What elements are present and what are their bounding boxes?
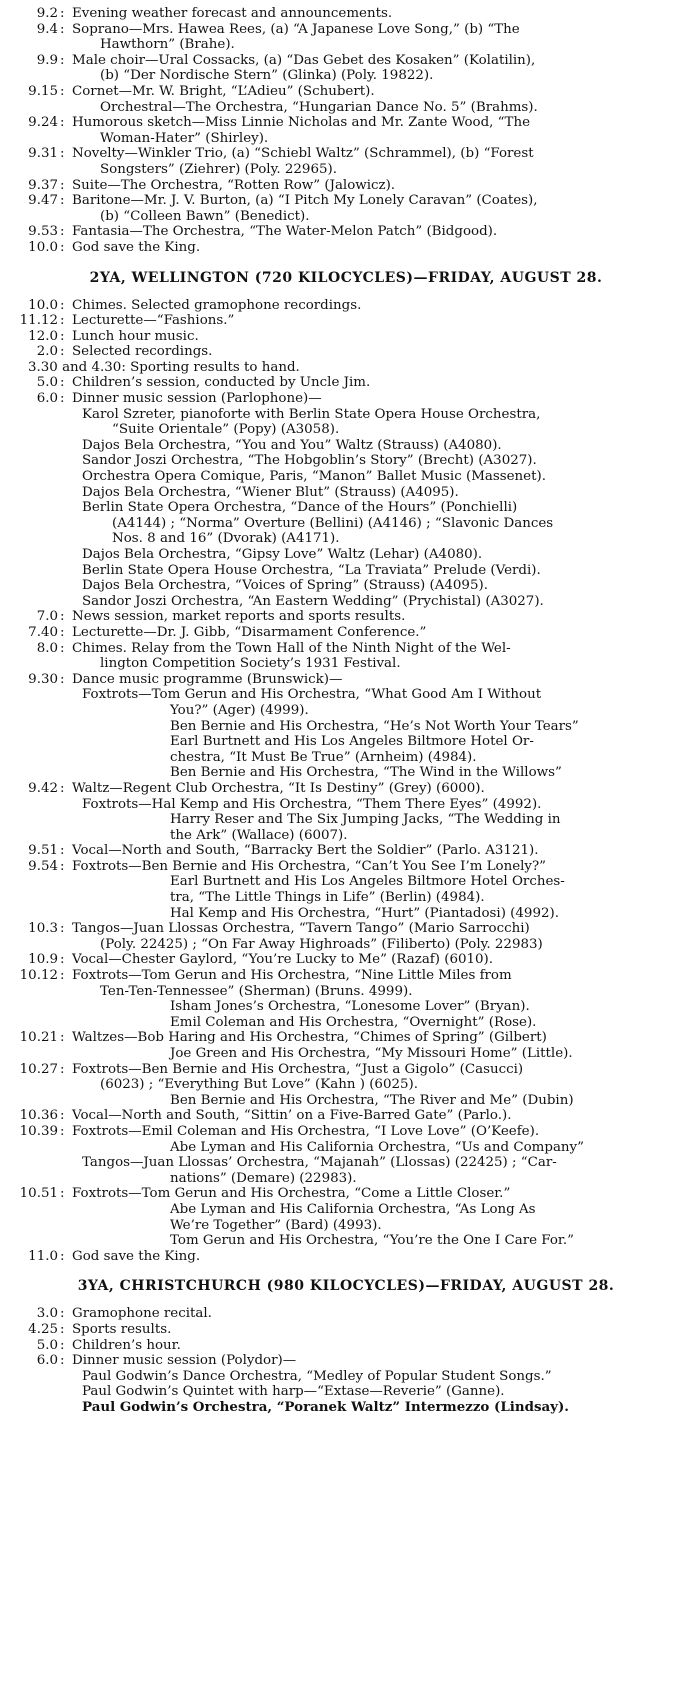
section-2ya-morning [10,298,682,360]
program-entry [10,1124,682,1140]
entry-separator: : [60,1248,65,1264]
entry-separator: : [60,1306,65,1322]
dance-line: Abe Lyman and His California Orchestra, “Us and Company” [170,1139,584,1155]
dance-list-8 [10,1202,682,1249]
entry-time: 10.0 [28,239,58,255]
program-entry [10,53,682,84]
entry-time: 9.2 [36,6,58,21]
entry-text: Foxtrots—Tom Gerun and His Orchestra, “Come a Little Closer.” [72,1186,511,1202]
entry-text: Chimes. Selected gramophone recordings. [72,297,362,313]
entry-time: 10.51 [19,1186,58,1202]
entry-text: Children’s hour. [72,1337,181,1353]
entry-text: lington Competition Society’s 1931 Festival. [100,656,401,672]
entry-separator: : [60,1061,65,1077]
entry-text: Hawthorn” (Brahe). [100,37,235,53]
entry-text: Ten-Ten-Tennessee” (Sherman) (Bruns. 4999). [100,983,413,999]
entry-text: Selected recordings. [72,344,213,360]
program-entry [10,625,682,641]
entry-time: 10.3 [28,921,58,937]
entry-text: (b) “Colleen Bawn” (Benedict). [100,208,310,224]
entry-time: 9.53 [28,224,58,240]
program-entry [10,1030,682,1046]
entry-text: Songsters” (Ziehrer) (Poly. 22965). [100,161,337,177]
entry-time: 7.0 [36,609,58,625]
program-entry [10,375,682,391]
entry-separator: : [60,640,65,656]
entry-separator: : [60,671,65,687]
entry-separator: : [60,375,65,391]
dance-line: chestra, “It Must Be True” (Arnheim) (4984). [170,749,477,765]
entry-text: Vocal—North and South, “Sittin’ on a Five-Barred Gate” (Parlo.). [72,1108,512,1124]
entry-time: 10.9 [28,952,58,968]
dance-line: Foxtrots—Tom Gerun and His Orchestra, “What Good Am I Without [82,687,542,703]
entry-separator: : [60,224,65,240]
dinner-list-2ya [10,407,682,610]
section-2ya-close [10,1249,682,1265]
entry-time: 4.25 [28,1321,58,1337]
dance-list-6 [10,1093,682,1109]
entry-text: Humorous sketch—Miss Linnie Nicholas and Mr. Zante Wood, “The [72,115,530,131]
recording-line: Dajos Bela Orchestra, “Voices of Spring” (Strauss) (A4095). [82,578,488,594]
entry-text: News session, market reports and sports results. [72,609,406,625]
dance-line: tra, “The Little Things in Life” (Berlin) (4984). [170,890,485,906]
section-2ya-evening [10,609,682,687]
program-entry [10,968,682,999]
entry-time: 9.15 [28,83,58,99]
entry-separator: : [60,1321,65,1337]
entry-separator: : [60,1353,65,1369]
entry-time: 11.0 [28,1248,58,1264]
dance-list-2 [10,797,682,844]
entry-separator: : [60,297,65,313]
entry-separator: : [60,609,65,625]
entry-separator: : [60,21,65,37]
entry-separator: : [60,391,65,407]
program-entry [10,859,682,875]
entry-separator: : [60,780,65,796]
program-entry [10,391,682,407]
dance-line: Hal Kemp and His Orchestra, “Hurt” (Piantadosi) (4992). [170,905,559,921]
program-entry [10,1306,682,1322]
entry-separator: : [60,858,65,874]
entry-time: 8.0 [36,640,58,656]
entry-separator: : [60,328,65,344]
entry-text: Vocal—North and South, “Barracky Bert the Soldier” (Parlo. A3121). [72,843,539,859]
dance-line: You?” (Ager) (4999). [170,702,309,718]
entry-text: God save the King. [72,1248,201,1264]
entry-separator: : [60,1123,65,1139]
entry-time: 10.0 [28,297,58,313]
dance-line: Abe Lyman and His California Orchestra, “As Long As [170,1201,536,1217]
entry-time: 3.0 [36,1306,58,1322]
entry-separator: : [60,83,65,99]
heading-3ya: 3YA, CHRISTCHURCH (980 KILOCYCLES)—FRIDAY, AUGUST 28. [77,1278,615,1295]
entry-text: Waltz—Regent Club Orchestra, “It Is Destiny” (Grey) (6000). [72,780,485,796]
recording-line: Nos. 8 and 16” (Dvorak) (A4171). [112,531,340,547]
program-entry [10,329,682,345]
program-entry [10,672,682,688]
entry-text: Novelty—Winkler Trio, (a) “Schiebl Waltz” (Schrammel), (b) “Forest [72,146,534,162]
entry-separator: : [60,193,65,209]
entry-time: 5.0 [36,375,58,391]
dance-line: Isham Jones’s Orchestra, “Lonesome Lover” (Bryan). [170,999,530,1015]
section-2ya-103 [10,921,682,999]
recording-line: Berlin State Opera Orchestra, “Dance of the Hours” (Ponchielli) [82,500,518,516]
recording-line: Dajos Bela Orchestra, “You and You” Waltz (Strauss) (A4080). [82,437,502,453]
program-entry [10,22,682,53]
entry-separator: : [60,1108,65,1124]
program-entry [10,344,682,360]
entry-text: Woman-Hater” (Shirley). [100,130,269,146]
entry-separator: : [60,239,65,255]
entry-text: Dinner music session (Polydor)— [72,1353,297,1369]
entry-text: (b) “Der Nordische Stern” (Glinka) (Poly. 19822). [100,68,434,84]
entry-time: 9.24 [28,115,58,131]
recording-line: Paul Godwin’s Orchestra, “Poranek Waltz” Intermezzo (Lindsay). [82,1398,569,1415]
dance-line: Ben Bernie and His Orchestra, “The Wind in the Willows” [170,765,562,781]
entry-text: Fantasia—The Orchestra, “The Water-Melon Patch” (Bidgood). [72,224,498,240]
entry-separator: : [60,1337,65,1353]
entry-time: 9.37 [28,177,58,193]
sporting-results-line: 3.30 and 4.30: Sporting results to hand. [28,359,300,375]
entry-text: Evening weather forecast and announcements. [72,6,393,21]
dance-line: the Ark” (Wallace) (6007). [170,827,348,843]
recording-line: Orchestra Opera Comique, Paris, “Manon” Ballet Music (Massenet). [82,469,546,485]
entry-time: 7.40 [28,624,58,640]
program-entry [10,1186,682,1202]
dance-line: nations” (Demare) (22983). [170,1170,357,1186]
dance-line: Joe Green and His Orchestra, “My Missouri Home” (Little). [170,1046,573,1061]
dance-line: Tangos—Juan Llossas’ Orchestra, “Majanah” (Llossas) (22425) ; “Car- [82,1155,557,1171]
entry-separator: : [60,115,65,131]
program-entry [10,1338,682,1354]
section-2ya-951 [10,843,682,874]
entry-time: 12.0 [28,328,58,344]
entry-separator: : [60,968,65,984]
program-entry [10,1108,682,1124]
entry-text: Soprano—Mrs. Hawea Rees, (a) “A Japanese Love Song,” (b) “The [72,21,520,37]
entry-separator: : [60,1186,65,1202]
entry-time: 10.39 [19,1123,58,1139]
entry-text: Lecturette—Dr. J. Gibb, “Disarmament Conference.” [72,624,427,640]
program-entry [10,781,682,797]
section-2ya-942 [10,781,682,797]
program-entry [10,115,682,146]
recording-line: Sandor Joszi Orchestra, “The Hobgoblin’s Story” (Brecht) (A3027). [82,453,537,469]
dance-line: Harry Reser and The Six Jumping Jacks, “The Wedding in [170,812,561,828]
section-2ya-1051 [10,1186,682,1202]
entry-text: Lunch hour music. [72,328,199,344]
entry-time: 9.47 [28,193,58,209]
entry-time: 11.12 [19,313,58,329]
section-2ya-1021 [10,1030,682,1046]
recording-line: Karol Szreter, pianoforte with Berlin State Opera House Orchestra, [82,406,541,422]
dance-list-5 [10,1046,682,1062]
entry-time: 10.21 [19,1030,58,1046]
recording-line: Paul Godwin’s Quintet with harp—“Extase—Reverie” (Ganne). [82,1384,505,1400]
entry-time: 9.30 [28,671,58,687]
dance-list-1 [10,687,682,781]
dance-list-4 [10,999,682,1030]
entry-text: Dinner music session (Parlophone)— [72,391,322,407]
program-entry [10,921,682,952]
entry-time: 9.31 [28,146,58,162]
program-entry [10,178,682,194]
recording-line: Dajos Bela Orchestra, “Gipsy Love” Waltz (Lehar) (A4080). [82,547,483,562]
dance-line: Ben Bernie and His Orchestra, “The River and Me” (Dubin) [170,1092,574,1108]
entry-separator: : [60,146,65,162]
entry-separator: : [60,52,65,68]
entry-text: Waltzes—Bob Haring and His Orchestra, “Chimes of Spring” (Gilbert) [72,1030,547,1046]
entry-time: 6.0 [36,1353,58,1369]
entry-text: Foxtrots—Ben Bernie and His Orchestra, “Just a Gigolo” (Casucci) [72,1061,524,1077]
dance-line: Earl Burtnett and His Los Angeles Biltmore Hotel Or- [170,734,534,750]
program-entry [10,952,682,968]
entry-text: Gramophone recital. [72,1306,212,1322]
program-entry [10,240,682,256]
entry-time: 9.9 [36,52,58,68]
entry-separator: : [60,624,65,640]
entry-text: Vocal—Chester Gaylord, “You’re Lucky to Me” (Razaf) (6010). [72,952,494,968]
recording-line: Sandor Joszi Orchestra, “An Eastern Wedding” (Prychistal) (A3027). [82,593,544,609]
entry-text: Male choir—Ural Cossacks, (a) “Das Gebet des Kosaken” (Kolatilin), [72,52,536,68]
entry-time: 6.0 [36,391,58,407]
entry-separator: : [60,952,65,968]
entry-text: Foxtrots—Tom Gerun and His Orchestra, “Nine Little Miles from [72,968,512,984]
program-entry [10,641,682,672]
entry-text: Chimes. Relay from the Town Hall of the Ninth Night of the Wel- [72,640,511,656]
dance-line: Earl Burtnett and His Los Angeles Biltmore Hotel Orches- [170,874,565,890]
program-entry [10,1322,682,1338]
dance-line: Emil Coleman and His Orchestra, “Overnight” (Rose). [170,1014,537,1030]
entry-separator: : [60,6,65,21]
dance-line: Tom Gerun and His Orchestra, “You’re the One I Care For.” [170,1233,574,1249]
entry-time: 9.54 [28,858,58,874]
dance-list-3 [10,874,682,921]
program-entry [10,146,682,177]
entry-text: (6023) ; “Everything But Love” (Kahn ) (6025). [100,1077,418,1093]
entry-text: Foxtrots—Emil Coleman and His Orchestra, “I Love Love” (O’Keefe). [72,1123,540,1139]
entry-text: Orchestral—The Orchestra, “Hungarian Dance No. 5” (Brahms). [100,99,538,115]
section-2ya-children [10,375,682,406]
entry-separator: : [60,843,65,859]
section-1ya-evening [10,6,682,256]
recording-line: Paul Godwin’s Dance Orchestra, “Medley of Popular Student Songs.” [82,1368,552,1384]
program-entry [10,609,682,625]
entry-separator: : [60,313,65,329]
section-2ya-1027 [10,1062,682,1093]
entry-time: 5.0 [36,1337,58,1353]
entry-text: God save the King. [72,239,201,255]
entry-time: 9.51 [28,843,58,859]
recording-line: Berlin State Opera House Orchestra, “La Traviata” Prelude (Verdi). [82,562,541,578]
dance-line: Foxtrots—Hal Kemp and His Orchestra, “Them There Eyes” (4992). [82,796,542,812]
recording-line: (A4144) ; “Norma” Overture (Bellini) (A4146) ; “Slavonic Dances [112,515,554,531]
entry-text: Sports results. [72,1321,172,1337]
entry-text: Baritone—Mr. J. V. Burton, (a) “I Pitch My Lonely Caravan” (Coates), [72,193,538,209]
program-entry [10,6,682,22]
entry-text: Suite—The Orchestra, “Rotten Row” (Jalowicz). [72,177,396,193]
entry-time: 2.0 [36,344,58,360]
entry-time: 9.42 [28,780,58,796]
entry-text: Children’s session, conducted by Uncle Jim. [72,375,371,391]
dance-list-7 [10,1140,682,1187]
entry-separator: : [60,344,65,360]
entry-separator: : [60,921,65,937]
program-entry [10,84,682,115]
program-entry [10,298,682,314]
entry-text: Tangos—Juan Llossas Orchestra, “Tavern Tango” (Mario Sarrocchi) [72,921,530,937]
entry-time: 9.4 [36,21,58,37]
program-entry [10,1249,682,1265]
entry-text: (Poly. 22425) ; “On Far Away Highroads” (Filiberto) (Poly. 22983) [100,936,543,952]
entry-text: Foxtrots—Ben Bernie and His Orchestra, “Can’t You See I’m Lonely?” [72,858,547,874]
entry-text: Dance music programme (Brunswick)— [72,671,343,687]
section-2ya-1036 [10,1108,682,1139]
dance-line: We’re Together” (Bard) (4993). [170,1217,382,1233]
recording-line: “Suite Orientale” (Popy) (A3058). [112,422,340,438]
program-entry [10,193,682,224]
heading-2ya: 2YA, WELLINGTON (720 KILOCYCLES)—FRIDAY, AUGUST 28. [89,269,603,286]
entry-time: 10.12 [19,968,58,984]
entry-separator: : [60,177,65,193]
section-3ya [10,1306,682,1368]
dance-line: Ben Bernie and His Orchestra, “He’s Not Worth Your Tears” [170,718,579,734]
program-entry [10,843,682,859]
entry-time: 10.36 [19,1108,58,1124]
dinner-list-3ya [10,1369,682,1416]
entry-separator: : [60,1030,65,1046]
recording-line: Dajos Bela Orchestra, “Wiener Blut” (Strauss) (A4095). [82,484,459,500]
program-entry [10,1062,682,1093]
program-entry [10,1353,682,1369]
entry-text: Cornet—Mr. W. Bright, “L’Adieu” (Schubert). [72,83,375,99]
program-entry [10,313,682,329]
entry-time: 10.27 [19,1061,58,1077]
entry-text: Lecturette—“Fashions.” [72,313,235,329]
program-entry [10,224,682,240]
